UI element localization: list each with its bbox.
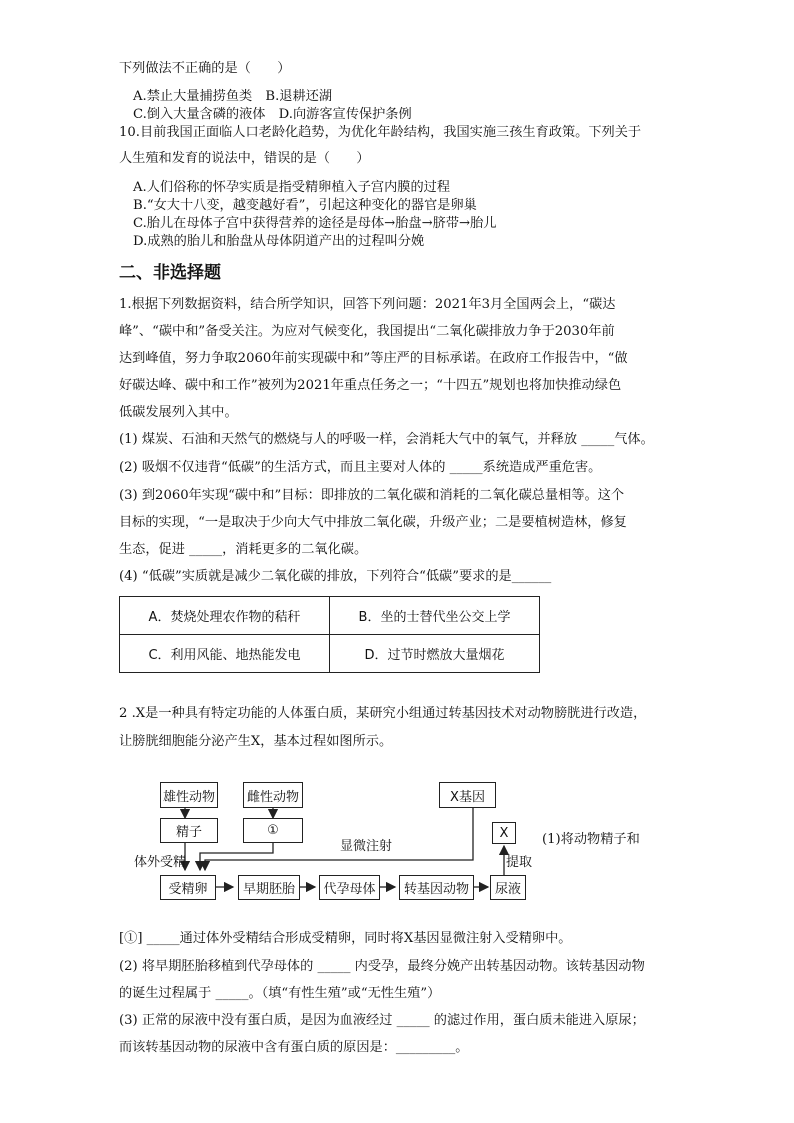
q9-stem: 下列做法不正确的是（ ）	[119, 61, 291, 76]
p1-sub3-line1: (3) 到2060年实现“碳中和”目标：即排放的二氧化碳和消耗的二氧化碳总量相等。这个	[119, 488, 625, 503]
p1-sub1: (1) 煤炭、石油和天然气的燃烧与人的呼吸一样，会消耗大气中的氧气，并释放 _____气体。	[119, 432, 654, 447]
node-early-embryo: 早期胚胎	[238, 875, 300, 900]
q9-options-line2: C.倒入大量含磷的液体 D.向游客宣传保护条例	[133, 107, 412, 122]
arrow-circle1-to-zygote	[200, 843, 273, 870]
label-extract: 提取	[506, 855, 533, 870]
label-microinjection: 显微注射	[340, 839, 393, 854]
node-urine: 尿液	[490, 875, 526, 900]
q10-stem-line1: 10.目前我国正面临人口老龄化趋势，为优化年龄结构，我国实施三孩生育政策。下列关于	[119, 125, 642, 140]
q10-stem-line2: 人生殖和发育的说法中，错误的是（ ）	[119, 151, 370, 166]
p1-intro-line1: 1.根据下列数据资料，结合所学知识，回答下列问题：2021年3月全国两会上，“碳达	[119, 297, 616, 312]
node-transgenic-animal: 转基因动物	[399, 875, 474, 900]
p2-sub2-line2: 的诞生过程属于 _____。（填“有性生殖”或“无性生殖”）	[119, 986, 441, 1001]
p1-intro-line4: 好碳达峰、碳中和工作”被列为2021年重点任务之一；“十四五”规划也将加快推动绿色	[119, 378, 622, 393]
p1-intro-line2: 峰”、“碳中和”备受关注。为应对气候变化，我国提出“二氧化碳排放力争于2030年前	[119, 324, 615, 339]
p1-sub2: (2) 吸烟不仅违背“低碳”的生活方式，而且主要对人体的 _____系统造成严重危害。	[119, 460, 602, 475]
p1-sub3-line2: 目标的实现，“一是取决于少向大气中排放二氧化碳，升级产业；二是要植树造林，修复	[119, 515, 627, 530]
p2-intro-line1: 2 .X是一种具有特定功能的人体蛋白质，某研究小组通过转基因技术对动物膀胱进行改造，	[119, 706, 647, 721]
p2-sub2-line1: (2) 将早期胚胎移植到代孕母体的 _____ 内受孕，最终分娩产出转基因动物。该转基因动物	[119, 959, 645, 974]
node-zygote: 受精卵	[160, 875, 216, 900]
table-cell-c: C．利用风能、地热能发电	[120, 635, 330, 673]
p2-sub3-line2: 而该转基因动物的尿液中含有蛋白质的原因是：_________。	[119, 1040, 469, 1055]
table-cell-d: D．过节时燃放大量烟花	[330, 635, 540, 673]
q9-options-line1: A.禁止大量捕捞鱼类 B.退耕还湖	[133, 89, 333, 104]
p2-side-note: (1)将动物精子和	[542, 832, 640, 847]
p2-intro-line2: 让膀胱细胞能分泌产生X，基本过程如图所示。	[119, 734, 393, 749]
p1-intro-line3: 达到峰值，努力争取2060年前实现碳中和”等庄严的目标承诺。在政府工作报告中，“做	[119, 351, 628, 366]
q10-option-a: A.人们俗称的怀孕实质是指受精卵植入子宫内膜的过程	[133, 180, 451, 195]
p1-intro-line5: 低碳发展列入其中。	[119, 405, 238, 420]
node-x: X	[492, 822, 516, 844]
q10-option-b: B.“女大十八变，越变越好看”，引起这种变化的器官是卵巢	[133, 198, 477, 213]
p2-sub1: [①] _____通过体外受精结合形成受精卵，同时将X基因显微注射入受精卵中。	[119, 931, 572, 946]
node-female-animal: 雌性动物	[243, 782, 303, 808]
p2-sub3-line1: (3) 正常的尿液中没有蛋白质，是因为血液经过 _____ 的滤过作用，蛋白质未能进入原尿；	[119, 1013, 645, 1028]
p1-sub3-line3: 生态，促进 _____，消耗更多的二氧化碳。	[119, 542, 368, 557]
p1-sub4: (4) “低碳”实质就是减少二氧化碳的排放，下列符合“低碳”要求的是______	[119, 569, 552, 584]
node-male-animal: 雄性动物	[160, 782, 218, 808]
node-sperm: 精子	[160, 818, 218, 843]
table-cell-a: A．焚烧处理农作物的秸秆	[120, 597, 330, 635]
node-surrogate-mother: 代孕母体	[319, 875, 380, 900]
node-x-gene: X基因	[439, 782, 496, 808]
label-ivf: 体外受精	[134, 855, 187, 870]
node-circle1: ①	[243, 818, 303, 843]
table-cell-b: B．坐的士替代坐公交上学	[330, 597, 540, 635]
section-heading: 二、非选择题	[119, 263, 221, 283]
q10-option-c: C.胎儿在母体子宫中获得营养的途径是母体→胎盘→脐带→胎儿	[133, 216, 497, 231]
q10-option-d: D.成熟的胎儿和胎盘从母体阴道产出的过程叫分娩	[133, 234, 425, 249]
